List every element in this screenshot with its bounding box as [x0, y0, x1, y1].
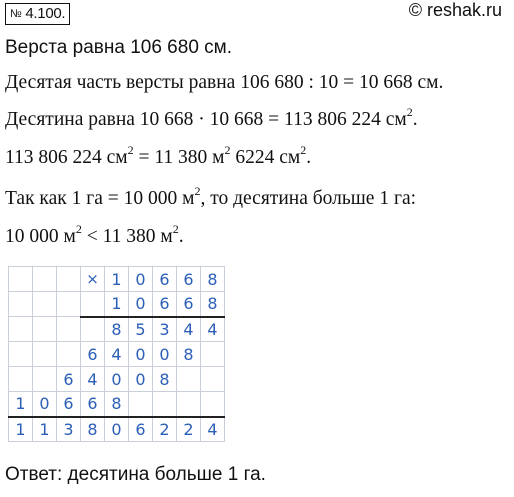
grid-cell [9, 342, 33, 367]
grid-cell: 6 [57, 367, 81, 392]
grid-cell: 4 [201, 417, 225, 442]
grid-cell [33, 367, 57, 392]
grid-cell [9, 267, 33, 292]
solution-line-6: 10 000 $м^2 < 11$ 380 $м^2$. [5, 222, 184, 247]
grid-cell [33, 292, 57, 317]
grid-cell: 6 [57, 392, 81, 417]
grid-cell [33, 342, 57, 367]
grid-cell: 0 [33, 392, 57, 417]
solution-line-4: 113 806 224 $см^2 = 11$ 380 $м^2$ 6224 $см^2$. [5, 143, 312, 168]
column-multiplication [8, 266, 225, 442]
solution-line-1: Верста равна 106 680 см. [5, 37, 233, 58]
grid-cell: 8 [105, 392, 129, 417]
grid-cell: 4 [201, 317, 225, 342]
grid-cell [177, 367, 201, 392]
grid-cell: 8 [153, 367, 177, 392]
grid-cell [129, 392, 153, 417]
grid-cell: 4 [81, 367, 105, 392]
grid-cell [9, 367, 33, 392]
solution-line-5: Так как 1 га = 10 000 $м^2$, то десятина больше 1 га: [5, 184, 417, 209]
grid-cell: 1 [9, 392, 33, 417]
multiplication-grid [8, 266, 225, 442]
grid-cell: 1 [105, 267, 129, 292]
grid-cell: 1 [33, 417, 57, 442]
grid-row [9, 317, 225, 342]
grid-cell: 8 [201, 267, 225, 292]
task-number-badge [5, 3, 70, 25]
grid-row [9, 292, 225, 317]
grid-cell [57, 292, 81, 317]
grid-cell: 1 [105, 292, 129, 317]
grid-row [9, 417, 225, 442]
grid-cell: 8 [201, 292, 225, 317]
grid-cell: 3 [57, 417, 81, 442]
number-sign: № [10, 8, 22, 20]
grid-cell: 6 [153, 267, 177, 292]
grid-cell: 6 [81, 392, 105, 417]
grid-cell [9, 317, 33, 342]
grid-cell: 8 [81, 417, 105, 442]
grid-cell [57, 267, 81, 292]
grid-cell: 6 [177, 292, 201, 317]
grid-cell: 8 [105, 317, 129, 342]
solution-line-3: Десятина равна 10 668 · 10 668 = 113 806 224 $см^2$. [5, 105, 418, 130]
grid-cell: 6 [129, 417, 153, 442]
solution-line-2: Десятая часть версты равна 106 680 : 10 = 10 668 см. [5, 72, 444, 93]
grid-cell: 6 [153, 292, 177, 317]
grid-cell: 0 [153, 342, 177, 367]
grid-cell [33, 317, 57, 342]
grid-cell [57, 317, 81, 342]
grid-cell: 0 [129, 342, 153, 367]
grid-cell [81, 292, 105, 317]
grid-cell: 1 [9, 417, 33, 442]
site-credit: © reshak.ru [408, 0, 502, 20]
grid-cell [201, 367, 225, 392]
grid-cell: 0 [129, 292, 153, 317]
grid-cell [201, 342, 225, 367]
grid-row [9, 367, 225, 392]
grid-cell: 4 [105, 342, 129, 367]
grid-cell [177, 392, 201, 417]
grid-cell: 8 [177, 342, 201, 367]
grid-row [9, 342, 225, 367]
grid-cell [9, 292, 33, 317]
grid-row [9, 392, 225, 417]
grid-cell [81, 317, 105, 342]
grid-cell [201, 392, 225, 417]
grid-cell: 0 [105, 417, 129, 442]
task-number: 4.100. [25, 5, 66, 22]
grid-cell [57, 342, 81, 367]
grid-cell [153, 392, 177, 417]
grid-cell: 6 [81, 342, 105, 367]
grid-cell: 0 [129, 267, 153, 292]
grid-cell: 6 [177, 267, 201, 292]
grid-cell: 3 [153, 317, 177, 342]
grid-cell: 2 [177, 417, 201, 442]
grid-cell: 0 [129, 367, 153, 392]
answer-line: Ответ: десятина больше 1 га. [5, 464, 266, 485]
grid-cell: 2 [153, 417, 177, 442]
multiply-sign: × [81, 267, 105, 292]
grid-cell: 4 [177, 317, 201, 342]
grid-cell: 0 [105, 367, 129, 392]
grid-row [9, 267, 225, 292]
grid-cell [33, 267, 57, 292]
grid-cell: 5 [129, 317, 153, 342]
